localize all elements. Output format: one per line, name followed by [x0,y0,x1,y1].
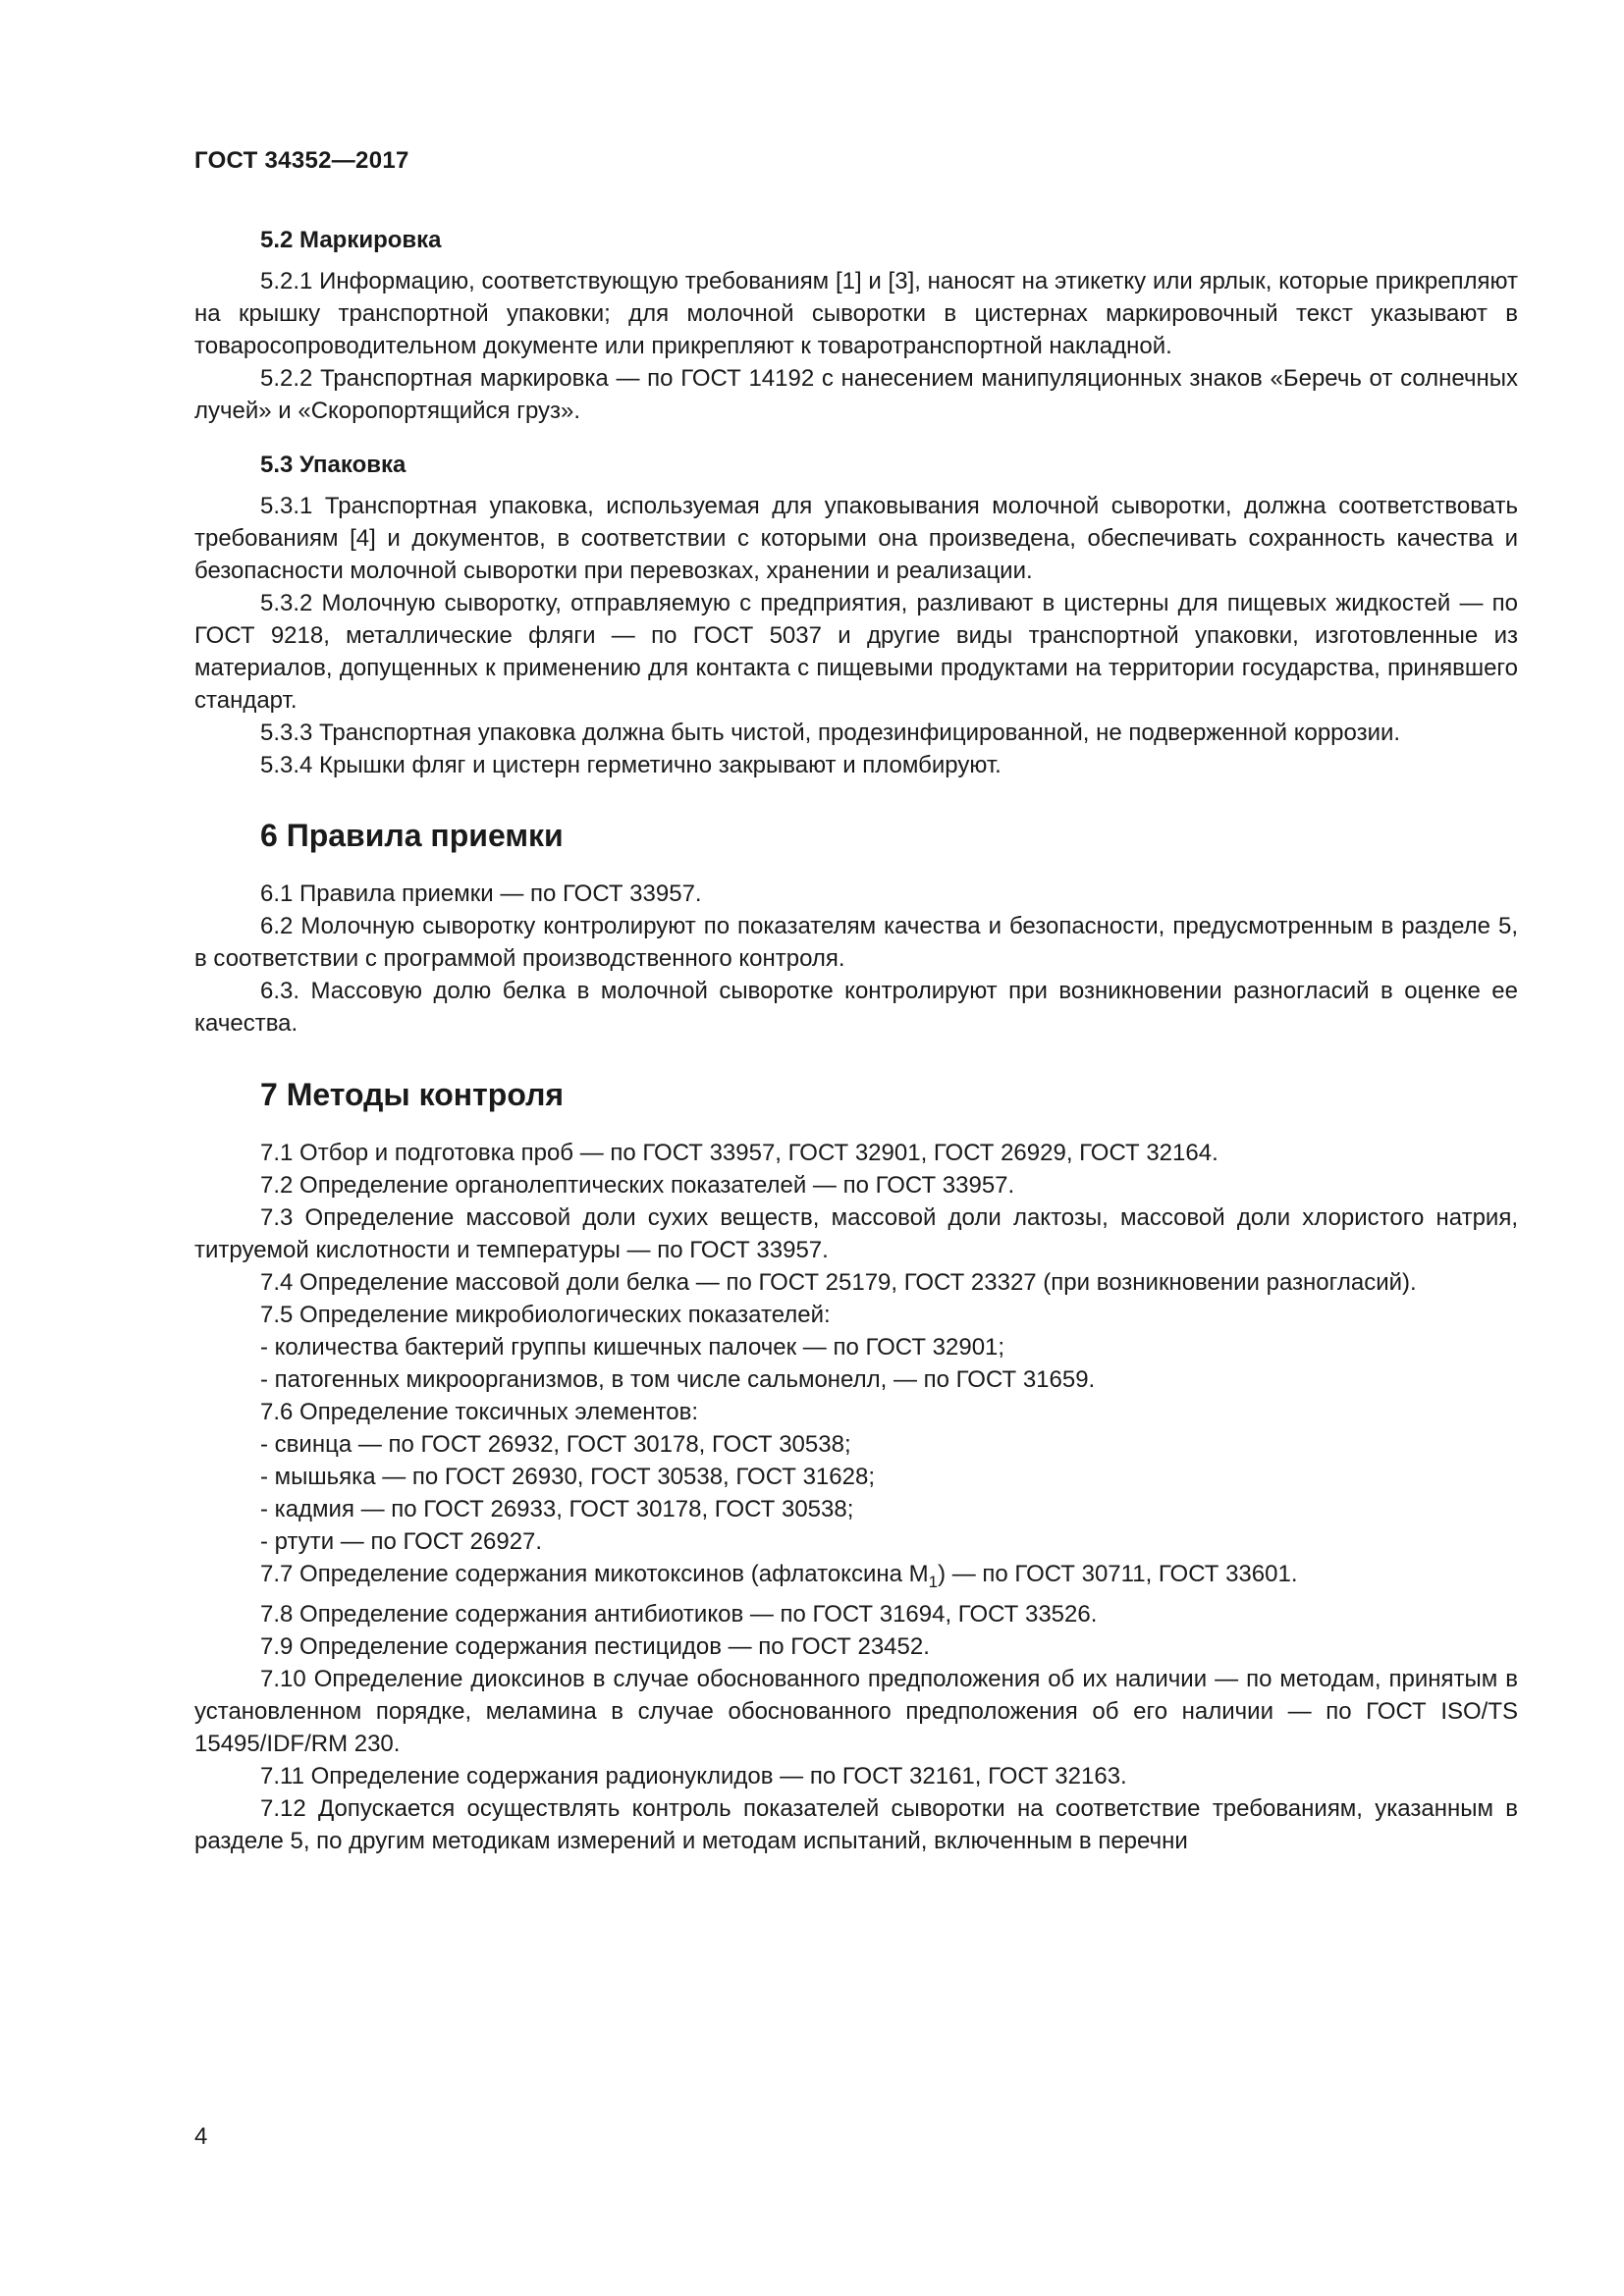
paragraph-7-4: 7.4 Определение массовой доли белка — по ГОСТ 25179, ГОСТ 23327 (при возникновении разногласий). [260,1269,1417,1296]
paragraph-7-7-text: 7.7 Определение содержания микотоксинов (афлатоксина М [260,1561,929,1587]
subsection-title-5-2: 5.2 Маркировка [260,227,442,253]
section-7 [194,1073,1518,1857]
paragraph-7-12: 7.12 Допускается осуществлять контроль показателей сыворотки на соответствие требованиям, указанным в разделе 5, по другим методикам измерений и методам испытаний, включенным в перечни [194,1794,1518,1854]
paragraph-7-1: 7.1 Отбор и подготовка проб — по ГОСТ 33957, ГОСТ 32901, ГОСТ 26929, ГОСТ 32164. [260,1140,1218,1166]
paragraph-7-9: 7.9 Определение содержания пестицидов — по ГОСТ 23452. [260,1632,930,1660]
page-number: 4 [194,2123,208,2150]
paragraph-7-11: 7.11 Определение содержания радионуклидов — по ГОСТ 32161, ГОСТ 32163. [260,1762,1127,1789]
paragraph-7-5: 7.5 Определение микробиологических показателей: [260,1302,831,1328]
paragraph-5-2-2: 5.2.2 Транспортная маркировка — по ГОСТ 14192 с нанесением манипуляционных знаков «Беречь от солнечных лучей» и «Скоропортящийся груз». [194,365,1518,424]
document-code: ГОСТ 34352—2017 [194,147,409,174]
list-item-7-6-d: - ртути — по ГОСТ 26927. [260,1528,543,1555]
paragraph-5-2-1: 5.2.1 Информацию, соответствующую требованиям [1] и [3], наносят на этикетку или ярлык, которые прикрепляют на крышку транспортной упаковки; для молочной сыворотки в цистернах маркировочный текст указывают в товаросопроводительном документе или прикрепляют к товаротранспортной накладной. [194,268,1518,359]
paragraph-7-7-tail: ) — по ГОСТ 30711, ГОСТ 33601. [938,1561,1298,1587]
paragraph-6-1: 6.1 Правила приемки — по ГОСТ 33957. [260,881,702,907]
list-item-7-5-a: - количества бактерий группы кишечных палочек — по ГОСТ 32901; [260,1334,1005,1361]
subsection-title-5-3: 5.3 Упаковка [260,452,406,478]
list-item-7-6-c: - кадмия — по ГОСТ 26933, ГОСТ 30178, ГОСТ 30538; [260,1496,854,1522]
document-body [194,224,1518,1857]
paragraph-5-3-3: 5.3.3 Транспортная упаковка должна быть чистой, продезинфицированной, не подверженной коррозии. [260,720,1401,746]
paragraph-7-10: 7.10 Определение диоксинов в случае обоснованного предположения об их наличии — по методам, принятым в установленном порядке, меламина в случае обоснованного предположения об его наличии — по ГОСТ ISO/TS 15495/IDF/RM 230. [194,1665,1518,1757]
paragraph-7-8: 7.8 Определение содержания антибиотиков — по ГОСТ 31694, ГОСТ 33526. [260,1600,1098,1628]
paragraph-5-3-1: 5.3.1 Транспортная упаковка, используемая для упаковывания молочной сыворотки, должна соответствовать требованиям [4] и документов, в соответствии с которыми она произведена, обеспечивать сохранность качества и безопасности молочной сыворотки при перевозках, хранении и реализации. [194,493,1518,584]
paragraph-5-3-4: 5.3.4 Крышки фляг и цистерн герметично закрывают и пломбируют. [260,752,1001,778]
section-5-3 [194,449,1518,781]
list-item-7-5-b: - патогенных микроорганизмов, в том числе сальмонелл, — по ГОСТ 31659. [260,1366,1096,1393]
list-item-7-6-a: - свинца — по ГОСТ 26932, ГОСТ 30178, ГОСТ 30538; [260,1431,851,1458]
paragraph-7-3: 7.3 Определение массовой доли сухих веществ, массовой доли лактозы, массовой доли хлористого натрия, титруемой кислотности и температуры — по ГОСТ 33957. [194,1204,1518,1263]
subscript-1: 1 [928,1572,939,1591]
paragraph-7-7 [194,1558,1518,1598]
paragraph-6-2: 6.2 Молочную сыворотку контролируют по показателям качества и безопасности, предусмотренным в разделе 5, в соответствии с программой производственного контроля. [194,913,1518,972]
section-title-6: 6 Правила приемки [260,818,564,853]
paragraph-7-2: 7.2 Определение органолептических показателей — по ГОСТ 33957. [260,1172,1015,1199]
section-5-2 [194,224,1518,427]
section-6 [194,814,1518,1040]
paragraph-5-3-2: 5.3.2 Молочную сыворотку, отправляемую с предприятия, разливают в цистерны для пищевых жидкостей — по ГОСТ 9218, металлические фляги — по ГОСТ 5037 и другие виды транспортной упаковки, изготовленные из материалов, допущенных к применению для контакта с пищевыми продуктами на территории государства, принявшего стандарт. [194,590,1518,714]
paragraph-7-6: 7.6 Определение токсичных элементов: [260,1399,699,1425]
section-title-7: 7 Методы контроля [260,1077,565,1112]
list-item-7-6-b: - мышьяка — по ГОСТ 26930, ГОСТ 30538, ГОСТ 31628; [260,1464,875,1490]
paragraph-6-3: 6.3. Массовую долю белка в молочной сыворотке контролируют при возникновении разногласий в оценке ее качества. [194,978,1518,1037]
